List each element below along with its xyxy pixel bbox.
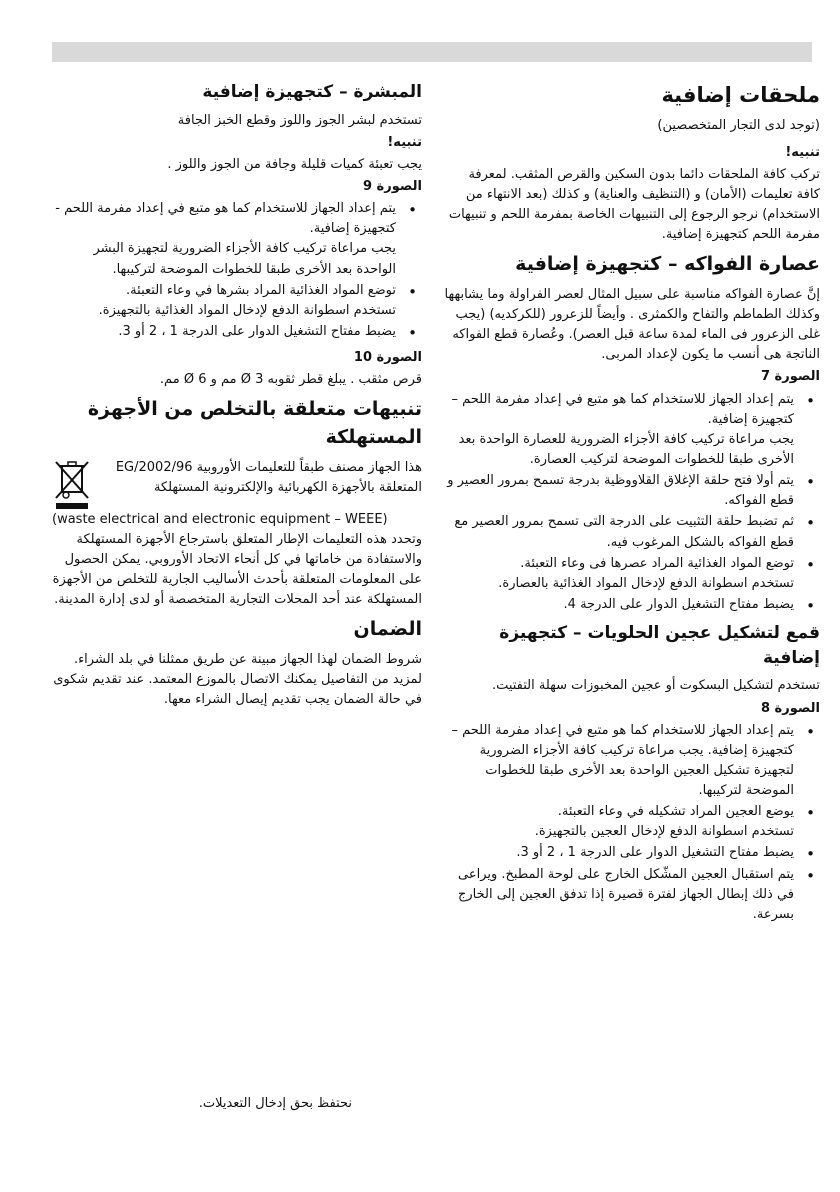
figure-9-label: الصورة 9	[362, 179, 422, 195]
list-item-text: يضبط مفتاح التشغيل الدوار على الدرجة 4.	[563, 596, 794, 612]
dough-title: قمع لتشكيل عجين الحلويات – كتجهيزة إضافية	[499, 623, 820, 668]
grater-caution-label: تنبيه!	[387, 134, 422, 150]
figure-10-text: قرص مثقب . يبلغ قطر ثقوبه 3 Ø مم و 6 Ø مم.	[159, 372, 422, 388]
crossed-out-wheeled-bin-icon	[52, 458, 92, 510]
right-column	[442, 80, 820, 926]
list-item-subtext: تستخدم اسطوانة الدفع لإدخال العجين بالتجهيزة.	[534, 824, 794, 840]
list-item-text: يتم أولا فتح حلقة الإغلاق القلاووظية بدرجة تسمح بمرور العصير و قطع الفواكه.	[447, 473, 794, 509]
weee-text: هذا الجهاز مصنف طبقاً للتعليمات الأوروبية 2002/96/EG المتعلقة بالأجهزة الكهربائية والإلكترونية المستهلكة	[115, 459, 422, 495]
accessories-note: (توجد لدى التجار المتخصصين)	[657, 118, 820, 134]
list-item	[442, 721, 820, 802]
caution-text: تركب كافة الملحقات دائما بدون السكين والقرص المثقب. لمعرفة كافة تعليمات (الأمان) و (التنظيف والعناية) و كذلك (بعد الانتهاء من الاستخدام) نرجو الرجوع إلى التنبيهات الخاصة بمفرمة اللحم و تنبيهات مفرمة اللحم كتجهيزة إضافية.	[448, 166, 820, 243]
list-item	[442, 512, 820, 552]
list-item-text: توضع المواد الغذائية المراد بشرها في وعاء التعبئة.	[126, 282, 396, 298]
list-item-text: يتم إعداد الجهاز للاستخدام كما هو متبع في إعداد مفرمة اللحم – كتجهيزة إضافية.	[451, 391, 794, 427]
list-item-text: يضبط مفتاح التشغيل الدوار على الدرجة 1 ، 2 أو 3.	[118, 324, 396, 340]
figure-8-label: الصورة 8	[760, 700, 820, 716]
figure-8-list	[442, 721, 820, 925]
warranty-text: شروط الضمان لهذا الجهاز مبينة عن طريق ممثلنا في بلد الشراء. لمزيد من التفاصيل يمكنك الاتصال بالموزع المعتمد. عند تقديم شكوى في حالة الضمان يجب تقديم إيصال الشراء معها.	[53, 651, 422, 708]
list-item-subtext: يجب مراعاة تركيب كافة الأجزاء الضرورية لتجهيزة البشر الواحدة بعد الأخرى طبقا للخطوات الموضحة لتركيبها.	[93, 241, 396, 277]
list-item	[442, 390, 820, 471]
list-item-text: يوضع العجين المراد تشكيله في وعاء التعبئة.	[557, 804, 794, 820]
list-item	[442, 865, 820, 925]
accessories-title: ملحقات إضافية	[661, 83, 820, 107]
left-column	[52, 80, 422, 712]
grater-title: المبشرة – كتجهيزة إضافية	[202, 82, 422, 102]
list-item-text: يتم إعداد الجهاز للاستخدام كما هو متبع في إعداد مفرمة اللحم - كتجهيزة إضافية.	[55, 201, 396, 237]
grater-intro: تستخدم لبشر الجوز واللوز وقطع الخبز الجافة	[177, 112, 422, 128]
list-item	[442, 595, 820, 615]
grater-caution-text: يجب تعبئة كميات قليلة وجافة من الجوز واللوز .	[167, 156, 422, 172]
list-item-subtext: تستخدم اسطوانة الدفع لإدخال المواد الغذائية بالتجهيزة.	[98, 302, 396, 318]
list-item-text: يتم استقبال العجين المشّكل الخارج على لوحة المطبخ. ويراعى في ذلك إبطال الجهاز لفترة قصيرة إذا تدفق العجين إلى الخارج بسرعة.	[458, 866, 794, 922]
list-item	[52, 322, 422, 342]
figure-7-list	[442, 390, 820, 616]
list-item-text: توضع المواد الغذائية المراد عصرها فى وعاء التعبئة.	[520, 555, 794, 571]
figure-9-list	[52, 199, 422, 342]
disposal-text: وتحدد هذه التعليمات الإطار المتعلق باسترجاع الأجهزة المستهلكة والاستفادة من خاماتها في كل أنحاء الاتحاد الأوروبي. يمكن الحصول على المعلومات المتعلقة بأحدث الأساليب الجارية للتخلص من الأجهزة المستهلكة عند أحد المحلات التجارية المتخصصة أو لدى إدارة المدينة.	[52, 531, 422, 608]
list-item-text: ثم تضبط حلقة التثبيت على الدرجة التى تسمح بمرور العصير مع قطع الفواكه بالشكل المرغوب فيه.	[454, 514, 794, 550]
list-item	[442, 554, 820, 594]
list-item-subtext: تستخدم اسطوانة الدفع لإدخال المواد الغذائية بالعصارة.	[498, 575, 794, 591]
footer-note: نحتفظ بحق إدخال التعديلات.	[198, 1096, 352, 1111]
header-bar	[52, 42, 812, 62]
figure-7-label: الصورة 7	[760, 369, 820, 385]
warranty-title: الضمان	[353, 618, 422, 641]
juicer-title: عصارة الفواكه – كتجهيزة إضافية	[515, 253, 820, 276]
weee-block	[52, 458, 422, 510]
caution-label: تنبيه!	[785, 144, 820, 160]
list-item-text: يضبط مفتاح التشغيل الدوار على الدرجة 1 ، 2 أو 3.	[516, 845, 794, 861]
dough-intro: تستخدم لتشكيل البسكوت أو عجين المخبوزات سهلة التفتيت.	[491, 678, 820, 694]
list-item	[442, 802, 820, 842]
disposal-title: تنبيهات متعلقة بالتخلص من الأجهزة المستهلكة	[87, 398, 422, 449]
weee-english-text: (waste electrical and electronic equipment – WEEE)	[52, 511, 388, 527]
list-item	[442, 843, 820, 863]
list-item-subtext: يجب مراعاة تركيب كافة الأجزاء الضرورية للعصارة الواحدة بعد الأخرى طبقا للخطوات الموضحة لتركيب العصارة.	[458, 431, 794, 467]
list-item-text: يتم إعداد الجهاز للاستخدام كما هو متبع في إعداد مفرمة اللحم – كتجهيزة إضافية. يجب مراعاة تركيب كافة الأجزاء الضرورية لتجهيزة تشكيل العجين الواحدة بعد الأخرى طبقا للخطوات الموضحة لتركيبها.	[451, 722, 794, 799]
juicer-intro: إنَّ عصارة الفواكه مناسبة على سبيل المثال لعصر الفراولة وما يشابهها وكذلك الطماطم والتفاح والكمثرى . وأيضاً للزعرور (للكركديه) (يجب غلى الزعرور فى الماء لمدة ساعة قبل العصر). وعُصارة قطع الفواكه الناتجة هى أنسب ما يكون لإعداد المربى.	[444, 286, 820, 363]
figure-10-label: الصورة 10	[353, 350, 422, 366]
list-item	[52, 199, 422, 280]
list-item	[442, 471, 820, 511]
list-item	[52, 281, 422, 321]
